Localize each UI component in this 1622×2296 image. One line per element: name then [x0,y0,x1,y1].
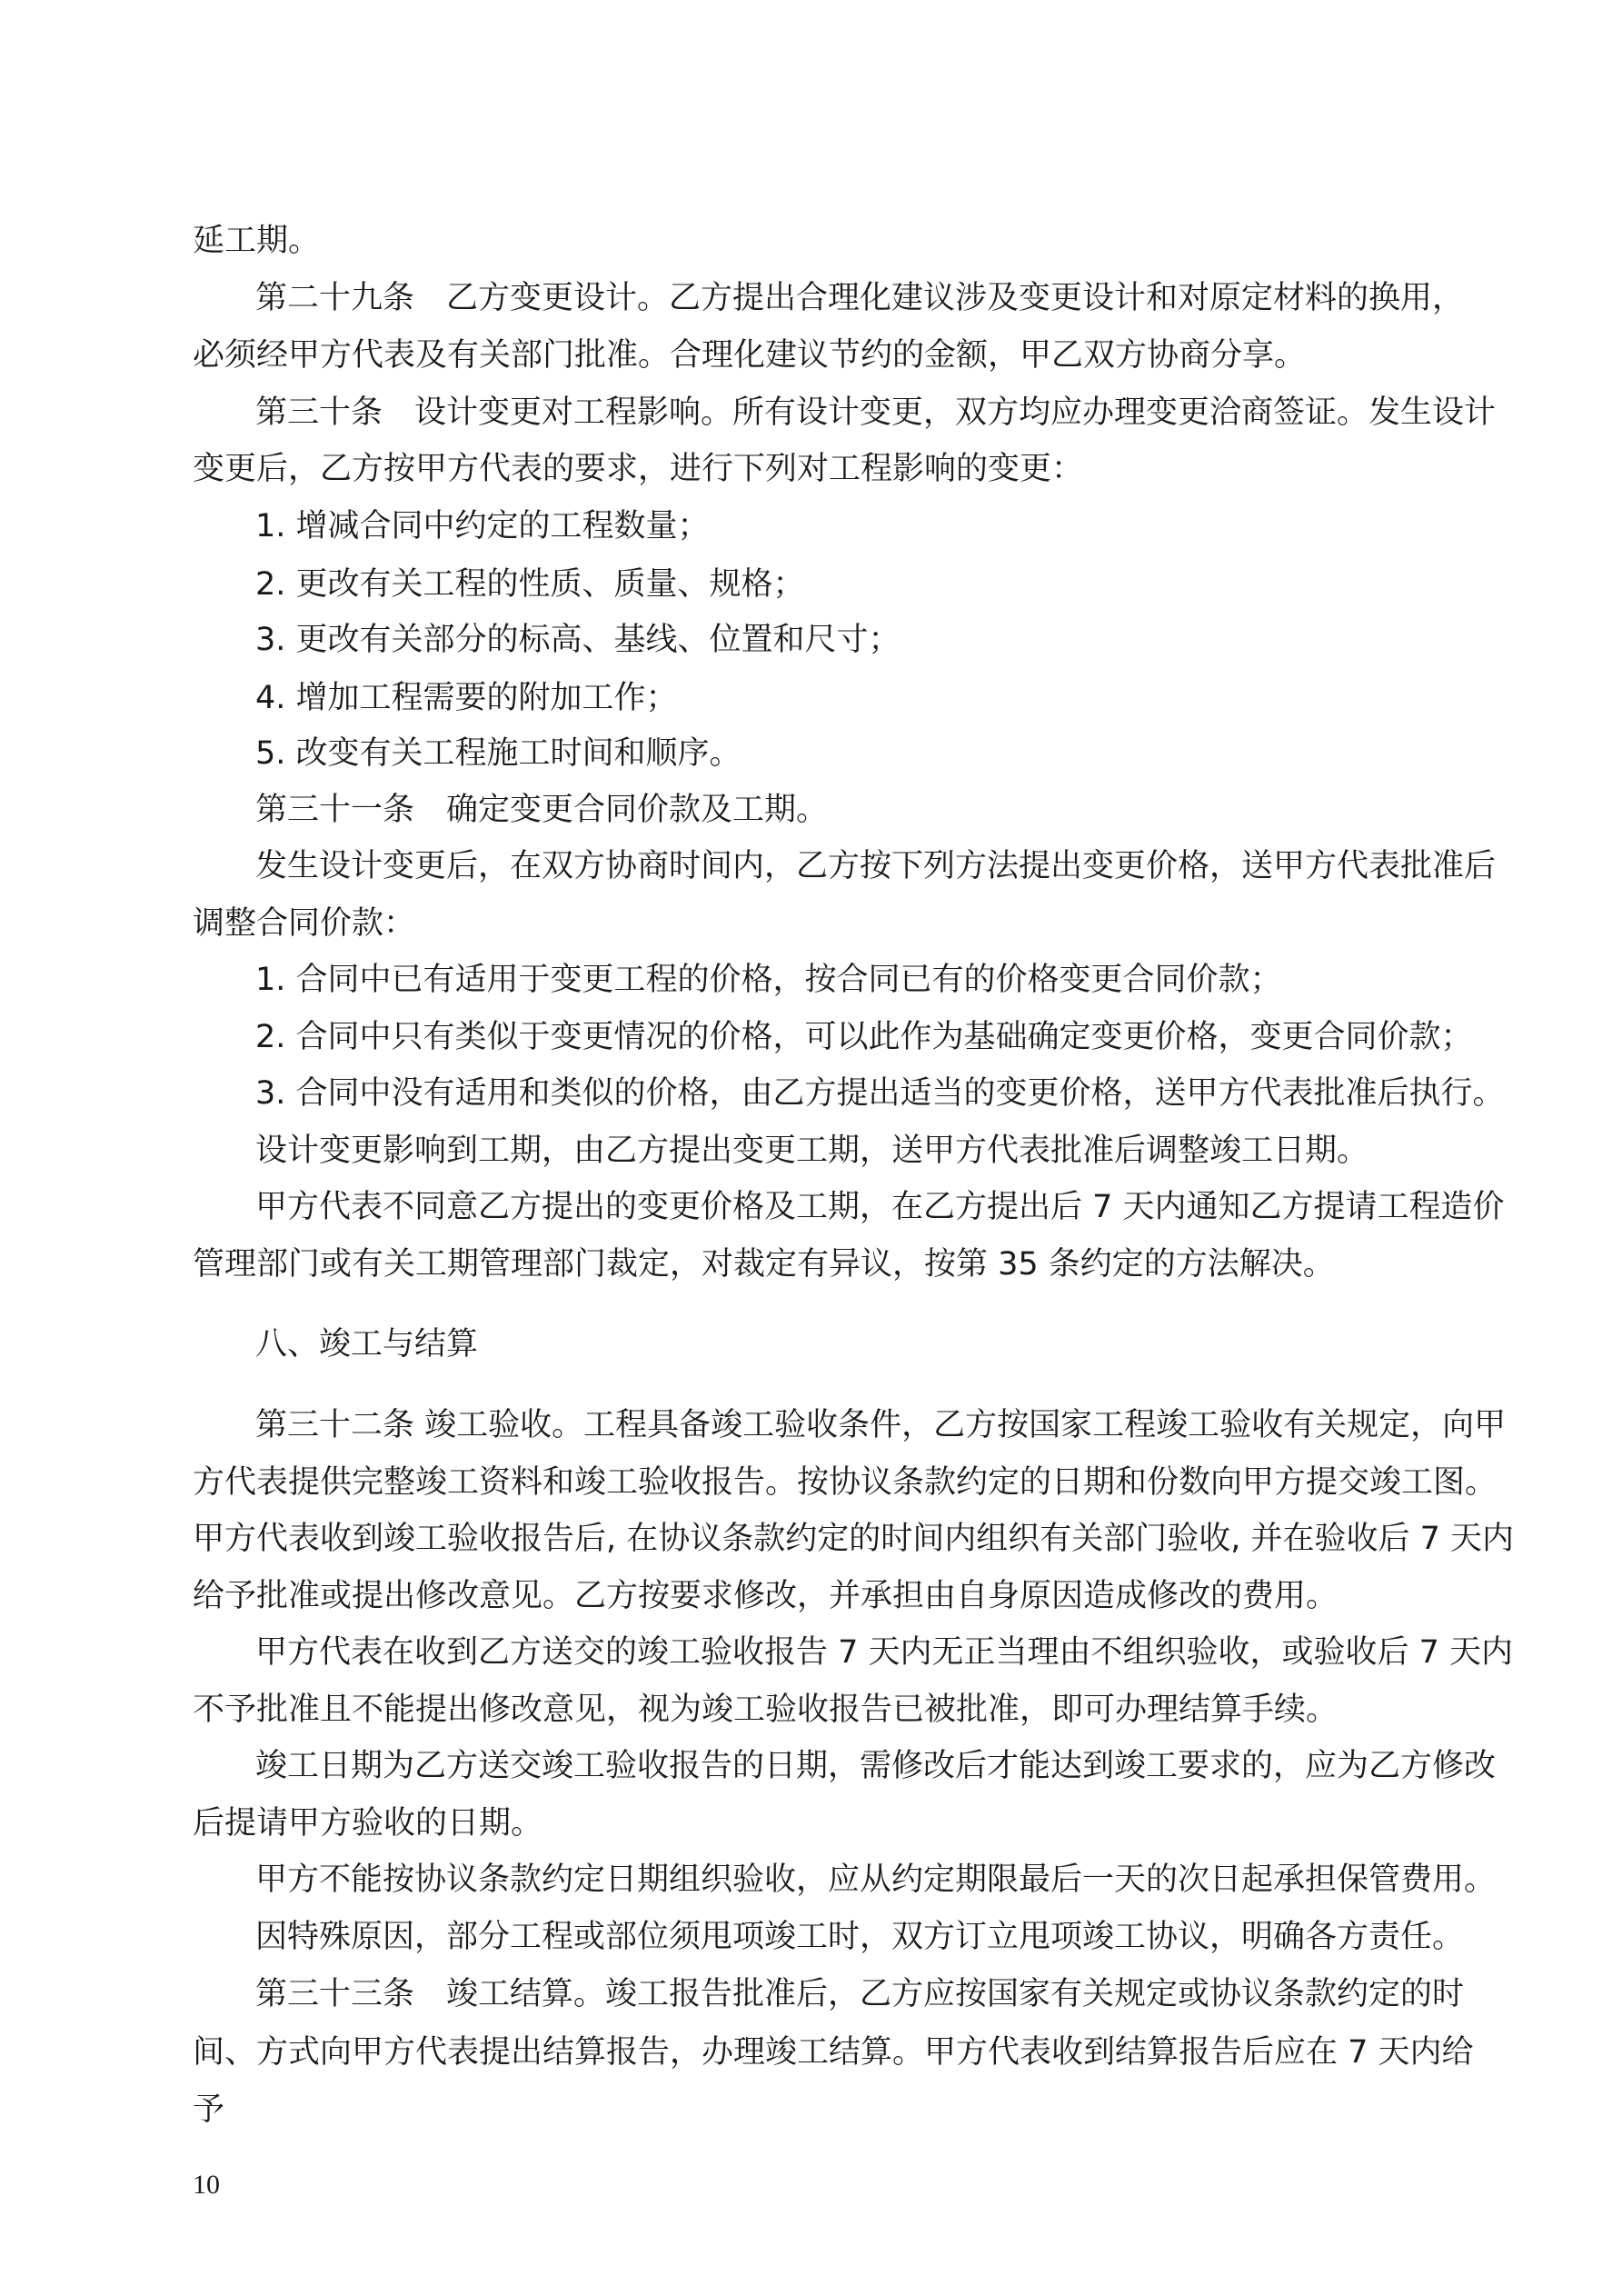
text-line: 3. 合同中没有适用和类似的价格，由乙方提出适当的变更价格，送甲方代表批准后执行。 [255,1075,1505,1112]
text-line: 4. 增加工程需要的附加工作； [255,680,678,716]
text-line: 甲方不能按协议条款约定日期组织验收，应从约定期限最后一天的次日起承担保管费用。 [255,1862,1497,1898]
text-line: 后提请甲方验收的日期。 [193,1805,543,1842]
text-line: 调整合同价款： [193,905,416,942]
text-line: 给予批准或提出修改意见。乙方按要求修改，并承担由自身原因造成修改的费用。 [193,1578,1338,1614]
page-number: 10 [193,2170,220,2200]
text-line: 5. 改变有关工程施工时间和顺序。 [255,735,741,772]
text-line: 间、方式向甲方代表提出结算报告，办理竣工结算。甲方代表收到结算报告后应在 7 天内给 [193,2034,1474,2071]
text-line: 延工期。 [193,223,321,259]
section-heading: 八、竣工与结算 [255,1326,479,1363]
text-line: 2. 更改有关工程的性质、质量、规格； [255,566,805,603]
text-line: 方代表提供完整竣工资料和竣工验收报告。按协议条款约定的日期和份数向甲方提交竣工图。 [193,1464,1498,1501]
text-line: 必须经甲方代表及有关部门批准。合理化建议节约的金额，甲乙双方协商分享。 [193,337,1307,374]
text-line: 因特殊原因，部分工程或部位须甩项竣工时，双方订立甩项竣工协议，明确各方责任。 [255,1919,1465,1955]
text-line: 2. 合同中只有类似于变更情况的价格，可以此作为基础确定变更价格，变更合同价款； [255,1019,1473,1055]
text-line: 甲方代表不同意乙方提出的变更价格及工期，在乙方提出后 7 天内通知乙方提请工程造价 [255,1189,1505,1225]
text-line: 变更后，乙方按甲方代表的要求，进行下列对工程影响的变更： [193,451,1084,487]
text-line: 甲方代表收到竣工验收报告后, 在协议条款约定的时间内组织有关部门验收, 并在验收后 7 天内 [193,1521,1515,1557]
text-line: 1. 增减合同中约定的工程数量； [255,508,710,544]
text-line: 不予批准且不能提出修改意见，视为竣工验收报告已被批准，即可办理结算手续。 [193,1692,1338,1728]
text-line: 管理部门或有关工期管理部门裁定，对裁定有异议，按第 35 条约定的方法解决。 [193,1246,1335,1283]
text-line: 第三十条 设计变更对工程影响。所有设计变更，双方均应办理变更洽商签证。发生设计 [255,394,1497,431]
text-line: 发生设计变更后，在双方协商时间内，乙方按下列方法提出变更价格，送甲方代表批准后 [255,848,1497,884]
text-line: 3. 更改有关部分的标高、基线、位置和尺寸； [255,622,901,658]
text-line: 竣工日期为乙方送交竣工验收报告的日期，需修改后才能达到竣工要求的，应为乙方修改 [255,1748,1497,1784]
text-line: 甲方代表在收到乙方送交的竣工验收报告 7 天内无正当理由不组织验收，或验收后 7 天内 [255,1634,1514,1671]
text-line: 第三十二条 竣工验收。工程具备竣工验收条件，乙方按国家工程竣工验收有关规定，向甲 [255,1407,1507,1443]
text-line: 第三十一条 确定变更合同价款及工期。 [255,792,829,828]
text-line: 第三十三条 竣工结算。竣工报告批准后，乙方应按国家有关规定或协议条款约定的时 [255,1976,1465,2012]
text-line: 设计变更影响到工期，由乙方提出变更工期，送甲方代表批准后调整竣工日期。 [255,1133,1369,1169]
text-line: 1. 合同中已有适用于变更工程的价格，按合同已有的价格变更合同价款； [255,962,1282,998]
text-line: 第二十九条 乙方变更设计。乙方提出合理化建议涉及变更设计和对原定材料的换用， [255,280,1465,316]
text-line: 予 [193,2091,225,2128]
